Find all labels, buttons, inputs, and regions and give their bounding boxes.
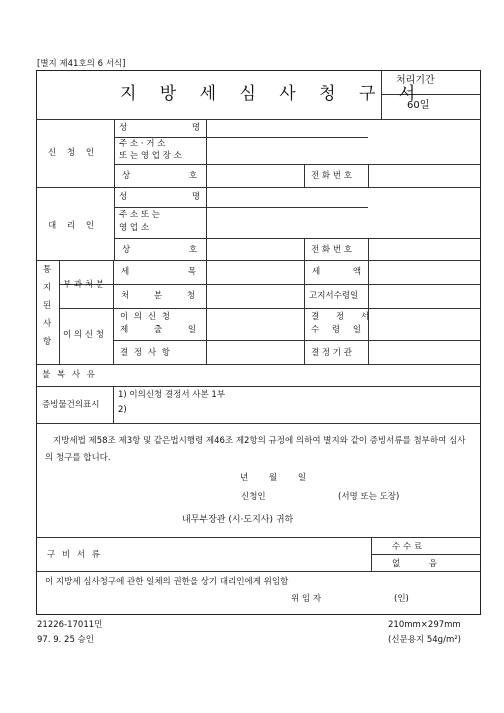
- disposing-office-label: 처 분 청: [121, 291, 196, 301]
- divider: [36, 571, 481, 572]
- notice-vertical-char: 통: [43, 265, 52, 275]
- divider: [304, 238, 305, 260]
- signature-hint: (서명 또는 도장): [338, 492, 400, 502]
- divider: [371, 554, 481, 555]
- divider: [114, 119, 115, 260]
- agent-address-field[interactable]: [207, 208, 480, 237]
- addressee: 내무부장관 (시·도지사) 귀하: [182, 515, 294, 525]
- agent-phone-field[interactable]: [369, 239, 480, 259]
- applicant-name-field[interactable]: [207, 120, 480, 136]
- agent-name-label: 성 명: [119, 192, 201, 202]
- agent-trade-name-field[interactable]: [207, 239, 303, 259]
- objection-submit-label-2: 제 출 일: [120, 325, 197, 335]
- tax-item-field[interactable]: [207, 261, 303, 283]
- signature-label: 신청인: [241, 492, 266, 502]
- delegation-text: 이 지방세 심사청구에 관한 일체의 권한을 상기 대리인에게 위임함: [45, 577, 289, 587]
- divider: [304, 260, 305, 364]
- decision-content-label: 결 정 사 항: [120, 348, 170, 358]
- notice-vertical-char: 된: [43, 301, 52, 311]
- paper-size: 210mm×297mm: [388, 620, 461, 630]
- processing-period-value: 60일: [407, 100, 430, 111]
- objection-submit-date-field[interactable]: [207, 309, 303, 339]
- divider: [36, 423, 481, 424]
- evidence-item-2: 2): [118, 405, 127, 415]
- decision-content-field[interactable]: [207, 341, 303, 363]
- decision-received-date-field[interactable]: [369, 309, 480, 339]
- applicant-address-label-2: 또 는 영 업 장 소: [119, 151, 182, 161]
- fee-value: 없 음: [392, 559, 438, 569]
- notice-vertical-char: 사: [43, 319, 52, 329]
- agent-phone-label: 전 화 번 호: [311, 245, 352, 255]
- attachments-label: 구 비 서 류: [47, 550, 102, 560]
- applicant-trade-name-field[interactable]: [207, 165, 303, 186]
- applicant-phone-label: 전 화 번 호: [311, 171, 352, 181]
- decision-received-label-2: 수 령 일: [311, 325, 362, 335]
- divider: [36, 537, 481, 538]
- form-code: 21226-17011민: [37, 620, 103, 630]
- delegator-seal: (인): [394, 594, 409, 604]
- agent-address-label: 주 소 또 는: [119, 210, 160, 220]
- date-line: 년 월 일: [240, 473, 307, 483]
- paper-type: (신문용지 54g/m²): [388, 635, 461, 645]
- divider: [59, 260, 60, 364]
- decision-received-label: 결 정 서: [311, 312, 370, 322]
- statement-text: 지방세법 제58조 제3항 및 같은법시행령 제46조 제2항의 규정에 의하여 별지와 같이 증빙서류를 첨부하여 심사의 청구를 합니다.: [45, 436, 466, 463]
- objection-label: 이 의 신 청: [63, 330, 104, 340]
- applicant-section-label: 신 청 인: [48, 148, 99, 158]
- evidence-item-1: 1) 이의신청 결정서 사본 1부: [118, 390, 226, 400]
- applicant-phone-field[interactable]: [369, 165, 480, 186]
- applicant-name-label: 성 명: [119, 123, 201, 133]
- divider: [113, 386, 114, 423]
- dissatisfaction-reason-label: 불 복 사 유: [42, 370, 97, 380]
- processing-period-label: 처리기간: [396, 75, 435, 86]
- fee-label: 수 수 료: [392, 542, 423, 552]
- divider: [36, 386, 481, 387]
- agent-name-field[interactable]: [207, 188, 480, 206]
- delegator-label: 위 임 자: [291, 594, 322, 604]
- approval-date: 97. 9. 25 승인: [37, 635, 94, 645]
- tax-item-label: 세 목: [121, 267, 197, 277]
- tax-amount-field[interactable]: [369, 261, 480, 283]
- imposition-label: 부 과 처 분: [63, 280, 104, 290]
- tax-amount-label: 세 액: [312, 267, 362, 277]
- decision-office-field[interactable]: [369, 341, 480, 363]
- applicant-trade-name-label: 상 호: [122, 171, 198, 181]
- divider: [113, 260, 114, 364]
- applicant-address-label: 주 소 · 거 소: [119, 139, 166, 149]
- notice-vertical-char: 항: [43, 337, 52, 347]
- disposing-office-field[interactable]: [207, 285, 303, 307]
- divider: [304, 164, 305, 187]
- notice-vertical-char: 지: [43, 283, 52, 293]
- evidence-label: 증빙물건의표시: [42, 400, 100, 410]
- applicant-address-field[interactable]: [207, 138, 480, 163]
- dissatisfaction-reason-field[interactable]: [114, 365, 480, 385]
- form-title: 지 방 세 심 사 청 구 서: [120, 84, 425, 104]
- divider: [371, 537, 372, 571]
- objection-submit-label: 이 의 신 청: [120, 312, 170, 322]
- agent-section-label: 대 리 인: [48, 221, 99, 231]
- notice-received-date-field[interactable]: [369, 285, 480, 307]
- notice-received-date-label: 고지서수령일: [309, 291, 359, 301]
- agent-trade-name-label: 상 호: [122, 245, 198, 255]
- agent-address-label-2: 영 업 소: [119, 223, 150, 233]
- form-reference: [별지 제41호의 6 서식]: [37, 59, 126, 69]
- decision-office-label: 결 정 기 관: [311, 348, 352, 358]
